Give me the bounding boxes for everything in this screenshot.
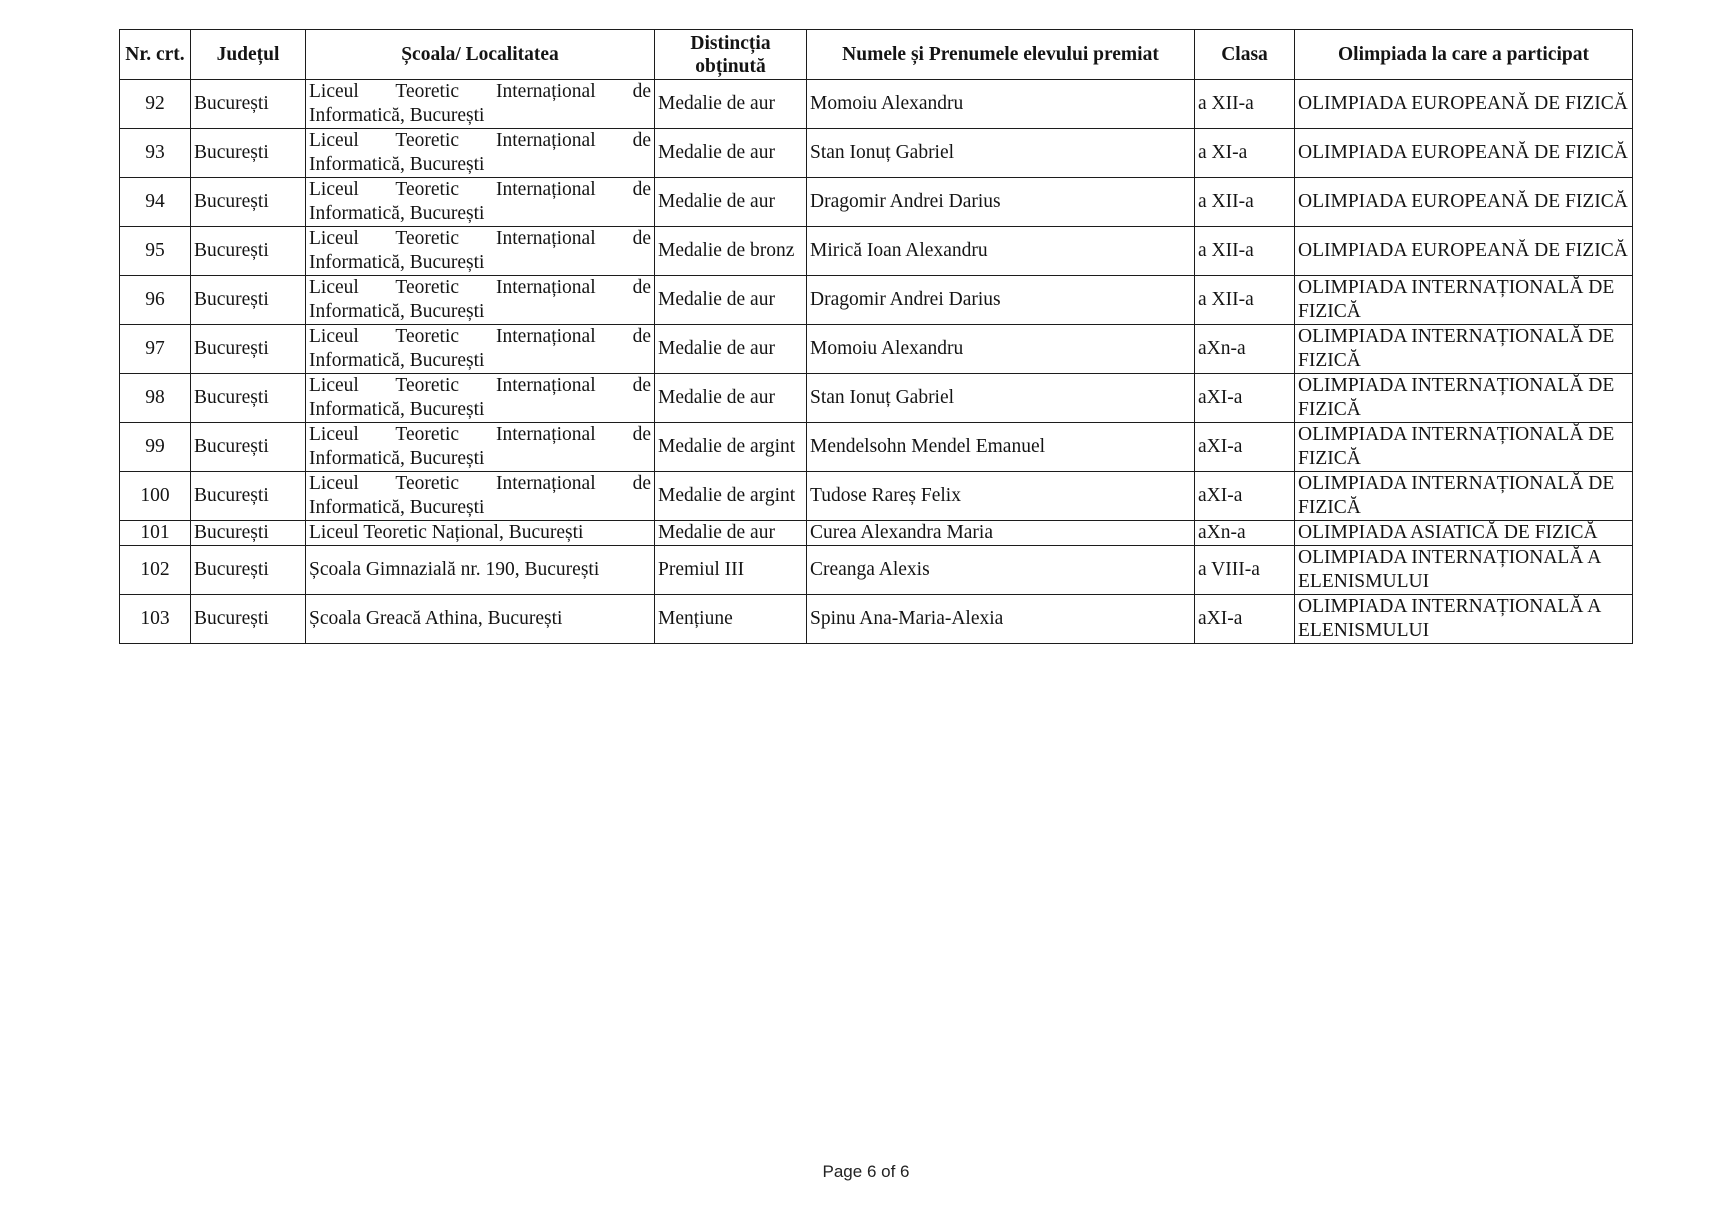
distinction-cell: Medalie de aur bbox=[655, 129, 807, 178]
row-number: 100 bbox=[120, 472, 191, 521]
olympiad-cell: OLIMPIADA INTERNAȚIONALĂ DE FIZICĂ bbox=[1295, 374, 1633, 423]
olympiad-cell: OLIMPIADA EUROPEANĂ DE FIZICĂ bbox=[1295, 227, 1633, 276]
table-body bbox=[120, 80, 1633, 644]
table-header-row bbox=[120, 30, 1633, 80]
row-number: 92 bbox=[120, 80, 191, 129]
header-nr: Nr. crt. bbox=[120, 30, 191, 80]
county-cell: București bbox=[191, 595, 306, 644]
class-cell: a XII-a bbox=[1195, 227, 1295, 276]
school-line-1: Liceul Teoretic Internațional de bbox=[309, 179, 651, 200]
olympiad-cell: OLIMPIADA INTERNAȚIONALĂ DE FIZICĂ bbox=[1295, 276, 1633, 325]
school-cell bbox=[306, 129, 655, 178]
class-cell: aXI-a bbox=[1195, 423, 1295, 472]
distinction-cell: Medalie de aur bbox=[655, 374, 807, 423]
class-cell: aXn-a bbox=[1195, 325, 1295, 374]
school-cell bbox=[306, 178, 655, 227]
school-line-1: Liceul Teoretic Internațional de bbox=[309, 375, 651, 396]
class-cell: aXI-a bbox=[1195, 472, 1295, 521]
table-row bbox=[120, 325, 1633, 374]
row-number: 93 bbox=[120, 129, 191, 178]
school-cell bbox=[306, 325, 655, 374]
student-name-cell: Creanga Alexis bbox=[807, 546, 1195, 595]
table-row bbox=[120, 595, 1633, 644]
distinction-cell: Medalie de argint bbox=[655, 472, 807, 521]
school-line-2: Informatică, București bbox=[309, 497, 485, 518]
class-cell: a XI-a bbox=[1195, 129, 1295, 178]
distinction-cell: Medalie de aur bbox=[655, 80, 807, 129]
school-line-2: Informatică, București bbox=[309, 399, 485, 420]
student-name-cell: Momoiu Alexandru bbox=[807, 80, 1195, 129]
table-row bbox=[120, 521, 1633, 546]
school-line-2: Informatică, București bbox=[309, 252, 485, 273]
school-line-1: Liceul Teoretic Internațional de bbox=[309, 228, 651, 249]
school-cell bbox=[306, 80, 655, 129]
school-line-1: Liceul Teoretic Internațional de bbox=[309, 424, 651, 445]
county-cell: București bbox=[191, 546, 306, 595]
table-row bbox=[120, 227, 1633, 276]
county-cell: București bbox=[191, 276, 306, 325]
student-name-cell: Tudose Rareș Felix bbox=[807, 472, 1195, 521]
olympiad-cell: OLIMPIADA INTERNAȚIONALĂ DE FIZICĂ bbox=[1295, 325, 1633, 374]
header-olimpiada: Olimpiada la care a participat bbox=[1295, 30, 1633, 80]
distinction-cell: Premiul III bbox=[655, 546, 807, 595]
school-cell bbox=[306, 276, 655, 325]
student-name-cell: Mendelsohn Mendel Emanuel bbox=[807, 423, 1195, 472]
table-row bbox=[120, 80, 1633, 129]
distinction-cell: Medalie de aur bbox=[655, 325, 807, 374]
row-number: 95 bbox=[120, 227, 191, 276]
school-line-2: Informatică, București bbox=[309, 105, 485, 126]
school-cell bbox=[306, 595, 655, 644]
county-cell: București bbox=[191, 227, 306, 276]
header-judet: Județul bbox=[191, 30, 306, 80]
olympiad-cell: OLIMPIADA EUROPEANĂ DE FIZICĂ bbox=[1295, 178, 1633, 227]
distinction-cell: Medalie de argint bbox=[655, 423, 807, 472]
header-distinctia: Distincția obținută bbox=[655, 30, 807, 80]
school-line-1: Școala Gimnazială nr. 190, București bbox=[309, 559, 600, 580]
olympiad-cell: OLIMPIADA INTERNAȚIONALĂ A ELENISMULUI bbox=[1295, 595, 1633, 644]
awards-table bbox=[119, 29, 1633, 644]
distinction-cell: Medalie de bronz bbox=[655, 227, 807, 276]
table-row bbox=[120, 129, 1633, 178]
school-line-2: Informatică, București bbox=[309, 203, 485, 224]
header-nume: Numele și Prenumele elevului premiat bbox=[807, 30, 1195, 80]
county-cell: București bbox=[191, 521, 306, 546]
distinction-cell: Medalie de aur bbox=[655, 178, 807, 227]
class-cell: a XII-a bbox=[1195, 276, 1295, 325]
school-line-1: Liceul Teoretic Internațional de bbox=[309, 473, 651, 494]
school-line-1: Liceul Teoretic Internațional de bbox=[309, 81, 651, 102]
school-cell bbox=[306, 546, 655, 595]
row-number: 94 bbox=[120, 178, 191, 227]
county-cell: București bbox=[191, 325, 306, 374]
table-row bbox=[120, 178, 1633, 227]
class-cell: a XII-a bbox=[1195, 178, 1295, 227]
olympiad-cell: OLIMPIADA INTERNAȚIONALĂ A ELENISMULUI bbox=[1295, 546, 1633, 595]
school-line-1: Liceul Teoretic Internațional de bbox=[309, 130, 651, 151]
school-cell bbox=[306, 521, 655, 546]
olympiad-cell: OLIMPIADA INTERNAȚIONALĂ DE FIZICĂ bbox=[1295, 423, 1633, 472]
school-cell bbox=[306, 374, 655, 423]
county-cell: București bbox=[191, 472, 306, 521]
school-cell bbox=[306, 423, 655, 472]
county-cell: București bbox=[191, 178, 306, 227]
student-name-cell: Dragomir Andrei Darius bbox=[807, 276, 1195, 325]
county-cell: București bbox=[191, 80, 306, 129]
school-line-2: Informatică, București bbox=[309, 448, 485, 469]
county-cell: București bbox=[191, 423, 306, 472]
school-line-1: Liceul Teoretic Național, București bbox=[309, 522, 584, 543]
row-number: 103 bbox=[120, 595, 191, 644]
row-number: 98 bbox=[120, 374, 191, 423]
student-name-cell: Dragomir Andrei Darius bbox=[807, 178, 1195, 227]
olympiad-cell: OLIMPIADA INTERNAȚIONALĂ DE FIZICĂ bbox=[1295, 472, 1633, 521]
olympiad-cell: OLIMPIADA ASIATICĂ DE FIZICĂ bbox=[1295, 521, 1633, 546]
class-cell: aXn-a bbox=[1195, 521, 1295, 546]
student-name-cell: Spinu Ana-Maria-Alexia bbox=[807, 595, 1195, 644]
student-name-cell: Momoiu Alexandru bbox=[807, 325, 1195, 374]
class-cell: a XII-a bbox=[1195, 80, 1295, 129]
table-row bbox=[120, 276, 1633, 325]
class-cell: aXI-a bbox=[1195, 374, 1295, 423]
table-row bbox=[120, 423, 1633, 472]
student-name-cell: Mirică Ioan Alexandru bbox=[807, 227, 1195, 276]
header-clasa: Clasa bbox=[1195, 30, 1295, 80]
distinction-cell: Medalie de aur bbox=[655, 276, 807, 325]
row-number: 102 bbox=[120, 546, 191, 595]
distinction-cell: Mențiune bbox=[655, 595, 807, 644]
table-row bbox=[120, 472, 1633, 521]
county-cell: București bbox=[191, 374, 306, 423]
row-number: 101 bbox=[120, 521, 191, 546]
class-cell: a VIII-a bbox=[1195, 546, 1295, 595]
school-line-1: Liceul Teoretic Internațional de bbox=[309, 277, 651, 298]
olympiad-cell: OLIMPIADA EUROPEANĂ DE FIZICĂ bbox=[1295, 80, 1633, 129]
school-cell bbox=[306, 472, 655, 521]
student-name-cell: Curea Alexandra Maria bbox=[807, 521, 1195, 546]
row-number: 96 bbox=[120, 276, 191, 325]
school-line-2: Informatică, București bbox=[309, 350, 485, 371]
row-number: 97 bbox=[120, 325, 191, 374]
school-line-1: Școala Greacă Athina, București bbox=[309, 608, 563, 629]
header-scoala: Școala/ Localitatea bbox=[306, 30, 655, 80]
county-cell: București bbox=[191, 129, 306, 178]
school-line-2: Informatică, București bbox=[309, 301, 485, 322]
class-cell: aXI-a bbox=[1195, 595, 1295, 644]
table-row bbox=[120, 546, 1633, 595]
student-name-cell: Stan Ionuț Gabriel bbox=[807, 129, 1195, 178]
table-row bbox=[120, 374, 1633, 423]
school-line-1: Liceul Teoretic Internațional de bbox=[309, 326, 651, 347]
page-number: Page 6 of 6 bbox=[822, 1162, 910, 1181]
student-name-cell: Stan Ionuț Gabriel bbox=[807, 374, 1195, 423]
school-line-2: Informatică, București bbox=[309, 154, 485, 175]
distinction-cell: Medalie de aur bbox=[655, 521, 807, 546]
school-cell bbox=[306, 227, 655, 276]
olympiad-cell: OLIMPIADA EUROPEANĂ DE FIZICĂ bbox=[1295, 129, 1633, 178]
row-number: 99 bbox=[120, 423, 191, 472]
